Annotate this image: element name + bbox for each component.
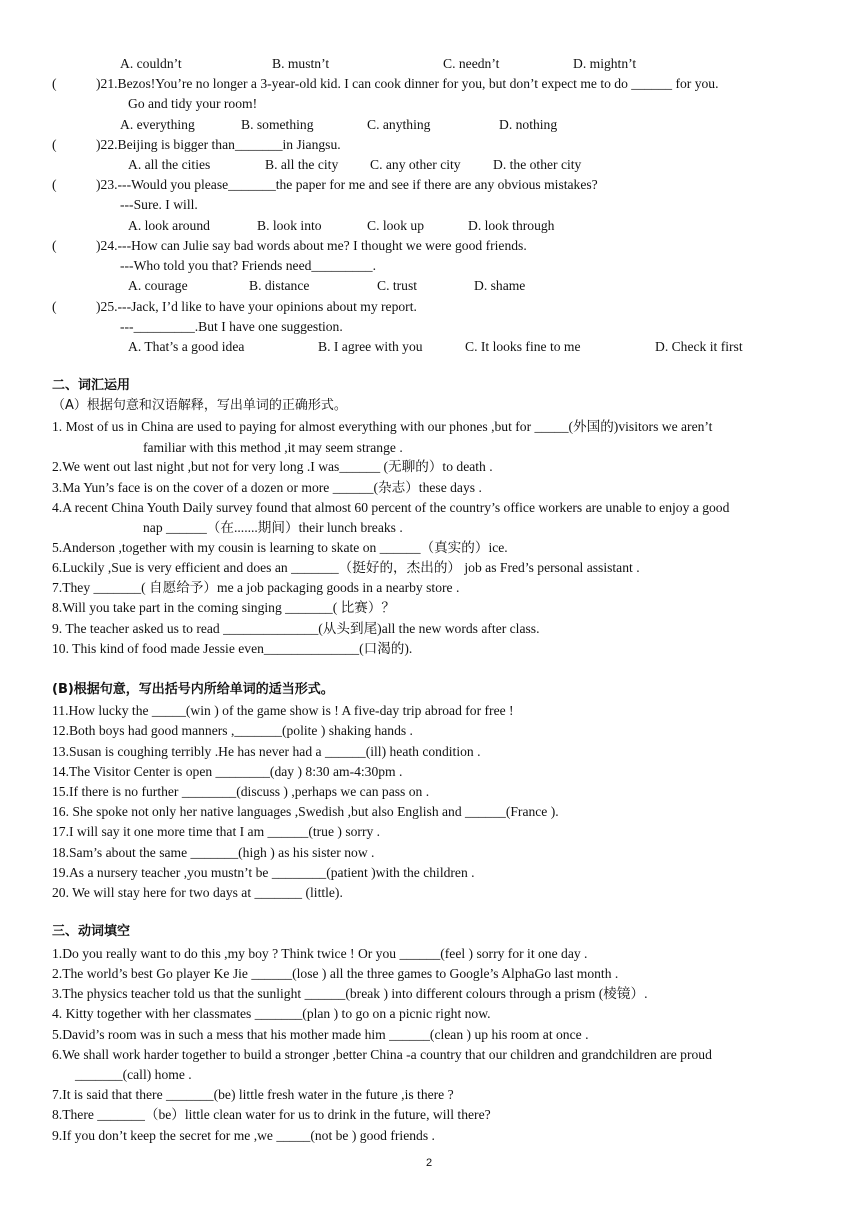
question-stem-line2: ---Who told you that? Friends need_________. [120, 258, 376, 273]
exercise-item: 20. We will stay here for two days at _______ (little). [52, 885, 343, 900]
exercise-item: 10. This kind of food made Jessie even______________(口渴的). [52, 641, 413, 656]
exercise-item: 8.Will you take part in the coming singing _______( 比赛）？ [52, 600, 396, 615]
question-stem-line2: ---_________.But I have one suggestion. [120, 319, 343, 334]
question-stem: )24.---How can Julie say bad words about me? I thought we were good friends. [96, 238, 527, 253]
option: B. something [241, 117, 314, 132]
exercise-item-cont: familiar with this method ,it may seem strange . [143, 440, 403, 455]
option: C. anything [367, 117, 431, 132]
exercise-item: 2.The world’s best Go player Ke Jie ______(lose ) all the three games to Google’s AlphaGo last month . [52, 966, 619, 981]
exercise-item: 1. Most of us in China are used to paying for almost everything with our phones ,but for _____(外国的)visitors we aren’t [52, 419, 713, 434]
answer-paren: ( [52, 238, 57, 253]
option: A. everything [120, 117, 195, 132]
option: D. mightn’t [573, 56, 637, 71]
answer-paren: ( [52, 137, 57, 152]
option: C. look up [367, 218, 425, 233]
option: C. It looks fine to me [465, 339, 581, 354]
exercise-item: 7.They _______( 自愿给予）me a job packaging goods in a nearby store . [52, 580, 460, 595]
subsection-title: （A）根据句意和汉语解释，写出单词的正确形式。 [52, 398, 347, 413]
option: B. mustn’t [272, 56, 330, 71]
exercise-item: 19.As a nursery teacher ,you mustn’t be ________(patient )with the children . [52, 865, 475, 880]
option: A. courage [128, 278, 188, 293]
exercise-item-cont: nap ______（在.......期间）their lunch breaks . [143, 520, 403, 535]
answer-paren: ( [52, 299, 57, 314]
option: B. all the city [265, 157, 339, 172]
option: B. I agree with you [318, 339, 423, 354]
exercise-item: 16. She spoke not only her native languages ,Swedish ,but also English and ______(France ). [52, 804, 559, 819]
option: C. any other city [370, 157, 461, 172]
exercise-item: 3.The physics teacher told us that the sunlight ______(break ) into different colours through a prism (棱镜）. [52, 986, 648, 1001]
option: C. needn’t [443, 56, 500, 71]
option: C. trust [377, 278, 418, 293]
exercise-item: 8.There _______（be）little clean water for us to drink in the future, will there? [52, 1107, 491, 1122]
option: D. Check it first [655, 339, 743, 354]
exercise-item: 3.Ma Yun’s face is on the cover of a dozen or more ______(杂志）these days . [52, 480, 482, 495]
answer-paren: ( [52, 177, 57, 192]
question-stem: )21.Bezos!You’re no longer a 3-year-old kid. I can cook dinner for you, but don’t expect me to do ______ for you. [96, 76, 719, 91]
option: A. That’s a good idea [128, 339, 245, 354]
exercise-item: 15.If there is no further ________(discuss ) ,perhaps we can pass on . [52, 784, 430, 799]
exercise-item: 14.The Visitor Center is open ________(day ) 8:30 am-4:30pm . [52, 764, 403, 779]
exercise-item: 2.We went out last night ,but not for very long .I was______ (无聊的）to death . [52, 459, 493, 474]
option: B. distance [249, 278, 310, 293]
question-stem: )22.Beijing is bigger than_______in Jiangsu. [96, 137, 341, 152]
exercise-item: 9. The teacher asked us to read ______________(从头到尾)all the new words after class. [52, 621, 540, 636]
exercise-item: 18.Sam’s about the same _______(high ) as his sister now . [52, 845, 375, 860]
exercise-item: 17.I will say it one more time that I am ______(true ) sorry . [52, 824, 381, 839]
subsection-prefix: (B) [52, 682, 74, 697]
exercise-item: 5.Anderson ,together with my cousin is learning to skate on ______（真实的）ice. [52, 540, 508, 555]
option: A. couldn’t [120, 56, 182, 71]
option: D. the other city [493, 157, 582, 172]
question-stem: )23.---Would you please_______the paper for me and see if there are any obvious mistakes? [96, 177, 598, 192]
question-stem-line2: Go and tidy your room! [128, 96, 258, 111]
option: D. shame [474, 278, 526, 293]
exercise-item: 12.Both boys had good manners ,_______(polite ) shaking hands . [52, 723, 413, 738]
exercise-item: 7.It is said that there _______(be) little fresh water in the future ,is there ? [52, 1087, 454, 1102]
exercise-item: 1.Do you really want to do this ,my boy ? Think twice ! Or you ______(feel ) sorry for it one day . [52, 946, 588, 961]
exercise-item: 6.We shall work harder together to build a stronger ,better China -a country that our children and grandchildren are proud [52, 1047, 712, 1062]
option: A. look around [128, 218, 210, 233]
section-title: 三、动词填空 [52, 924, 131, 939]
exercise-item: 9.If you don’t keep the secret for me ,we _____(not be ) good friends . [52, 1128, 435, 1143]
exercise-item: 11.How lucky the _____(win ) of the game show is ! A five-day trip abroad for free ! [52, 703, 514, 718]
page-number: 2 [426, 1157, 433, 1169]
exercise-item: 6.Luckily ,Sue is very efficient and does an _______（挺好的，杰出的） job as Fred’s personal assistant . [52, 560, 640, 575]
section-title: 二、词汇运用 [52, 378, 131, 393]
answer-paren: ( [52, 76, 57, 91]
exercise-item: 4.A recent China Youth Daily survey found that almost 60 percent of the country’s office workers are unable to enjoy a good [52, 500, 730, 515]
subsection-text: 根据句意，写出括号内所给单词的适当形式。 [73, 682, 334, 697]
subsection-title [52, 680, 334, 700]
option: A. all the cities [128, 157, 211, 172]
question-stem: )25.---Jack, I’d like to have your opinions about my report. [96, 299, 417, 314]
exercise-item-cont: _______(call) home . [75, 1067, 192, 1082]
exercise-item: 13.Susan is coughing terribly .He has never had a ______(ill) heath condition . [52, 744, 481, 759]
exercise-item: 5.David’s room was in such a mess that his mother made him ______(clean ) up his room at once . [52, 1027, 589, 1042]
question-stem-line2: ---Sure. I will. [120, 197, 198, 212]
option: D. look through [468, 218, 555, 233]
option: D. nothing [499, 117, 558, 132]
option: B. look into [257, 218, 322, 233]
exercise-item: 4. Kitty together with her classmates _______(plan ) to go on a picnic right now. [52, 1006, 491, 1021]
